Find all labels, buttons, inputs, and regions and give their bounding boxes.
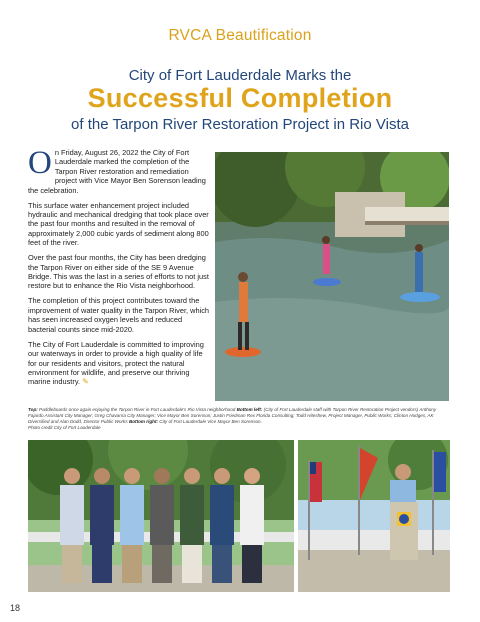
page-number: 18 <box>10 603 21 613</box>
article-body <box>28 145 210 392</box>
headline-line-1: City of Fort Lauderdale Marks the <box>128 67 352 84</box>
article-paragraph-2: This surface water enhancement project included hydraulic and mechanical dredging that took place over the past four months and resulted in the removal of approximately 2,000 cubic yards of sediment along 800 feet of the river. <box>28 200 209 248</box>
article-paragraph-4: The completion of this project contributes toward the improvement of water quality in the Tarpon River, which has seen increased oxygen levels and reduced bacterial counts since mid-2020. <box>28 296 210 334</box>
photo-caption: Top: Paddleboards once again enjoying the Tarpon River in Fort Lauderdale's Rio Vista neighborhood Bottom left: (City of Fort Lauderdale staff with Tarpon River Restoration Project vendors) Anthony Fajardo Assistant City Manager; Greg Chavarria City Manager; Vice Mayor Ben Sorenson; Justin Friedman Rex Florida Consulting; Todd Hiteshew, Project Manager, Public Works; Clinton Hodges, AK Diversified and Alan Dodd, Director Public Works Bottom right: City of Fort Lauderdale Vice Mayor Ben Sorenson. Photo credit City of Fort Lauderdale <box>28 407 437 430</box>
article-paragraph-5: The City of Fort Lauderdale is committed to improving our waterways in order to provide a high quality of life for our residents and visitors, protect the natural environment for wildlife, and preserve our thriving marine industry. ✎ <box>28 339 204 387</box>
headline-line-3: of the Tarpon River Restoration Project in Rio Vista <box>71 116 409 133</box>
article-paragraph-1: On Friday, August 26, 2022 the City of Fort Lauderdale marked the completion of the Tarpon River restoration and remediation project with Vice Mayor Ben Sorenson leading the celebration. <box>28 145 206 195</box>
river-paddleboard-photo <box>215 152 449 401</box>
photo-credit: Photo credit City of Fort Lauderdale <box>28 425 101 430</box>
article-paragraph-3: Over the past four months, the City has been dredging the Tarpon River on either side of the SE 9 Avenue Bridge. This was the last in a series of efforts to not just restore but to enhance the Rio Vista neighborhood. <box>28 253 209 291</box>
section-kicker: RVCA Beautification <box>168 27 312 44</box>
headline-main: Successful Completion <box>87 83 393 113</box>
group-officials-photo <box>28 440 294 592</box>
pencil-icon: ✎ <box>82 377 89 387</box>
vice-mayor-podium-photo <box>298 440 450 592</box>
drop-cap: O <box>28 145 52 181</box>
